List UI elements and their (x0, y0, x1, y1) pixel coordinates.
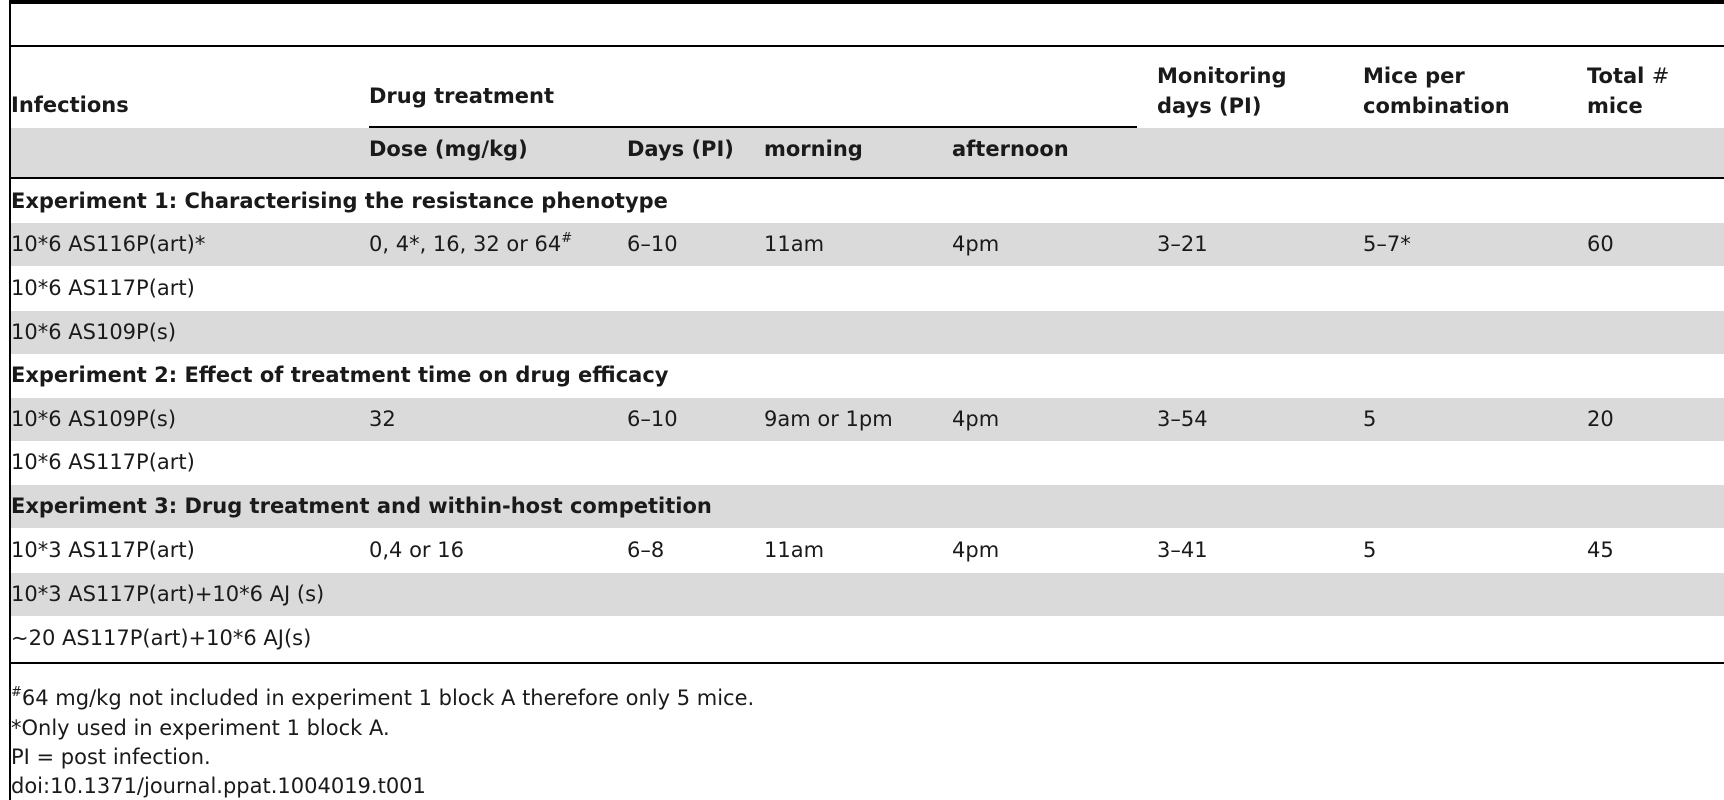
exp3-row1-total: 45 (1587, 538, 1614, 562)
exp2-row1-morning: 9am or 1pm (764, 407, 893, 431)
exp2-row1-total: 20 (1587, 407, 1614, 431)
header-bottom-rule (11, 177, 1724, 179)
header-mice-per-line2: combination (1363, 94, 1510, 118)
exp3-row1-morning: 11am (764, 538, 825, 562)
exp2-row1-monitoring: 3–54 (1157, 407, 1208, 431)
footnote-pi: PI = post infection. (11, 745, 211, 769)
header-total-line1: Total # (1587, 64, 1670, 88)
exp2-row1-afternoon: 4pm (952, 407, 1000, 431)
footnote-doi: doi:10.1371/journal.ppat.1004019.t001 (11, 774, 426, 798)
header-top-rule (11, 45, 1724, 47)
footnote-asterisk: *Only used in experiment 1 block A. (11, 716, 390, 740)
exp1-row2-infection: 10*6 AS117P(art) (11, 276, 195, 300)
table-bottom-rule (11, 662, 1724, 664)
exp3-row3-infection: ∼20 AS117P(art)+10*6 AJ(s) (11, 626, 312, 650)
exp2-row1-mice-per: 5 (1363, 407, 1377, 431)
exp1-row1-total: 60 (1587, 232, 1614, 256)
exp1-row3-infection: 10*6 AS109P(s) (11, 320, 177, 344)
subheader-dose: Dose (mg/kg) (369, 137, 528, 161)
exp1-row1-mice-per: 5–7* (1363, 232, 1411, 256)
exp3-row1-mice-per: 5 (1363, 538, 1377, 562)
header-mice-per-line1: Mice per (1363, 64, 1465, 88)
exp2-row1-days: 6–10 (627, 407, 678, 431)
header-monitoring-line1: Monitoring (1157, 64, 1287, 88)
experiment-1-title: Experiment 1: Characterising the resistance phenotype (11, 189, 668, 213)
footnote-hash: #64 mg/kg not included in experiment 1 block A therefore only 5 mice. (11, 685, 755, 710)
exp3-row1-dose: 0,4 or 16 (369, 538, 464, 562)
header-monitoring-line2: days (PI) (1157, 94, 1262, 118)
header-drug-treatment: Drug treatment (369, 84, 555, 108)
exp2-row1-infection: 10*6 AS109P(s) (11, 407, 177, 431)
header-subrow-band (11, 128, 1724, 177)
exp2-row1-dose: 32 (369, 407, 396, 431)
subheader-afternoon: afternoon (952, 137, 1069, 161)
exp1-row1-days: 6–10 (627, 232, 678, 256)
band-row-3 (11, 311, 1724, 354)
exp1-row1-morning: 11am (764, 232, 825, 256)
exp2-row2-infection: 10*6 AS117P(art) (11, 450, 195, 474)
exp3-row1-monitoring: 3–41 (1157, 538, 1208, 562)
exp3-row1-days: 6–8 (627, 538, 665, 562)
subheader-morning: morning (764, 137, 863, 161)
exp3-row2-infection: 10*3 AS117P(art)+10*6 AJ (s) (11, 582, 325, 606)
exp3-row1-infection: 10*3 AS117P(art) (11, 538, 195, 562)
subheader-days: Days (PI) (627, 137, 734, 161)
top-border (9, 0, 1724, 4)
exp1-row1-afternoon: 4pm (952, 232, 1000, 256)
experiment-3-title: Experiment 3: Drug treatment and within-host competition (11, 494, 712, 518)
exp1-row1-infection: 10*6 AS116P(art)* (11, 232, 206, 256)
exp3-row1-afternoon: 4pm (952, 538, 1000, 562)
band-row-1 (11, 223, 1724, 266)
header-infections: Infections (11, 93, 129, 117)
exp1-row1-monitoring: 3–21 (1157, 232, 1208, 256)
experiment-2-title: Experiment 2: Effect of treatment time on drug efficacy (11, 363, 669, 387)
exp1-row1-dose: 0, 4*, 16, 32 or 64# (369, 231, 573, 256)
header-total-line2: mice (1587, 94, 1643, 118)
